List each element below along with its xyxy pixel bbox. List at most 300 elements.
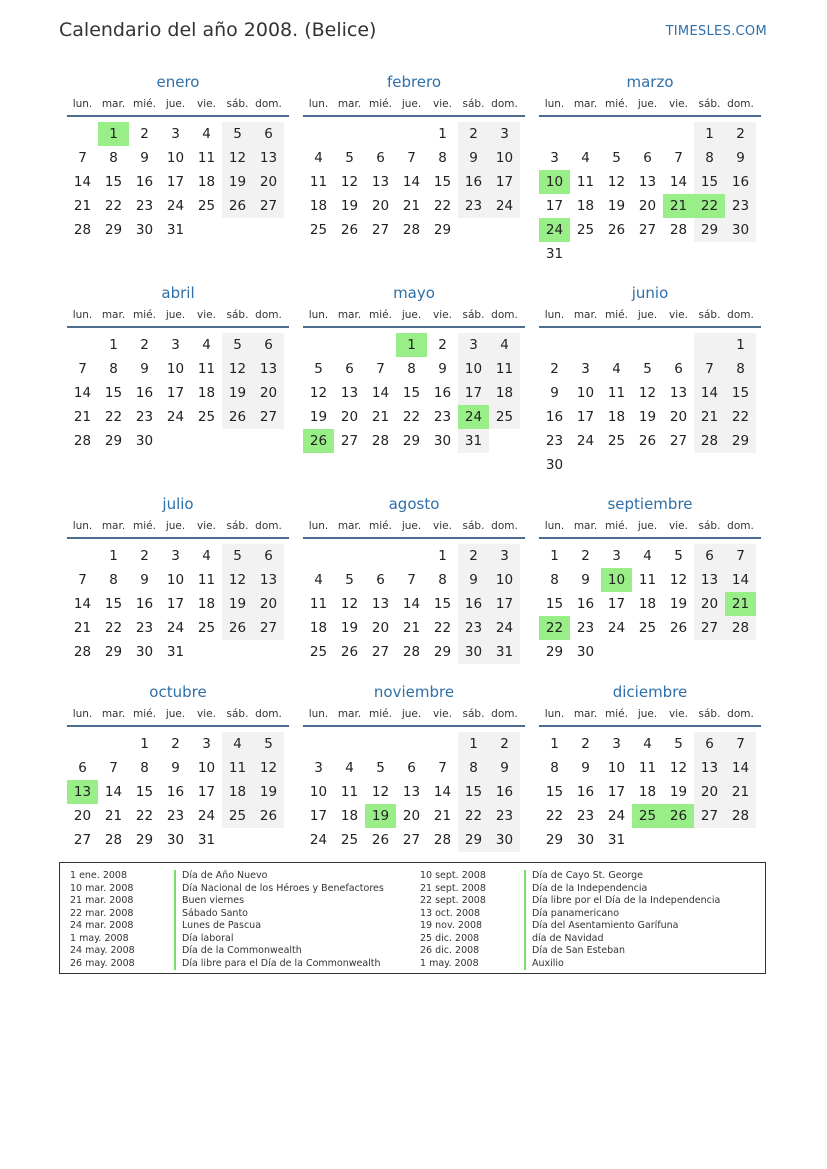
weekday-header	[303, 515, 525, 537]
day-cell: 9	[725, 146, 756, 170]
day-cell: 12	[222, 568, 253, 592]
day-cell: 10	[607, 760, 626, 776]
empty-day-cell	[663, 453, 694, 477]
day-cell: 15	[433, 596, 452, 612]
weekday-label: dom.	[491, 708, 518, 720]
day-cell: 11	[638, 572, 657, 588]
day-cell: 28	[73, 222, 92, 238]
weekday-label: lun.	[308, 708, 329, 720]
weekday-label: sáb.	[226, 309, 249, 321]
day-cell: 15	[104, 596, 123, 612]
day-cell: 29	[104, 222, 123, 238]
day-cell: 12	[309, 385, 328, 401]
day-cell: 2	[581, 548, 590, 564]
holiday-name: Sábado Santo	[174, 908, 248, 921]
day-cell: 7	[694, 357, 725, 381]
day-cell: 15	[545, 596, 564, 612]
holiday-legend-row	[420, 945, 720, 958]
empty-day-cell	[334, 544, 365, 568]
day-cell: 20	[371, 620, 390, 636]
empty-day-cell	[191, 429, 222, 453]
day-cell: 15	[402, 385, 421, 401]
weekday-header	[539, 93, 761, 115]
empty-day-cell	[694, 242, 725, 266]
day-cell: 16	[458, 592, 489, 616]
day-cell: 12	[340, 596, 359, 612]
day-cell: 1	[109, 337, 118, 353]
day-cell: 17	[489, 170, 520, 194]
weekday-label: jue.	[165, 708, 186, 720]
empty-day-cell	[632, 453, 663, 477]
weekday-header	[539, 515, 761, 537]
day-cell: 3	[489, 122, 520, 146]
day-grid	[303, 122, 525, 242]
weekday-label: dom.	[255, 98, 282, 110]
day-cell: 20	[253, 381, 284, 405]
month-name: noviembre	[373, 683, 455, 701]
day-cell: 4	[202, 548, 211, 564]
holiday-legend-row	[70, 945, 384, 958]
day-cell: 28	[725, 804, 756, 828]
day-cell: 7	[109, 760, 118, 776]
day-cell: 26	[669, 620, 688, 636]
day-cell: 1	[458, 732, 489, 756]
day-cell: 25	[340, 832, 359, 848]
day-cell: 17	[166, 596, 185, 612]
empty-day-cell	[334, 122, 365, 146]
empty-day-cell	[222, 640, 253, 664]
day-cell: 25	[197, 198, 216, 214]
holiday-name: Lunes de Pascua	[174, 920, 261, 933]
day-cell: 13	[371, 174, 390, 190]
empty-day-cell	[253, 828, 284, 852]
day-cell: 21	[725, 780, 756, 804]
holiday-day-cell: 25	[632, 804, 663, 828]
weekday-label: dom.	[727, 708, 754, 720]
day-cell: 8	[438, 572, 447, 588]
day-grid	[303, 544, 525, 664]
holiday-date: 22 mar. 2008	[70, 907, 134, 919]
day-cell: 25	[222, 804, 253, 828]
day-cell: 9	[140, 150, 149, 166]
empty-day-cell	[632, 333, 663, 357]
day-cell: 20	[694, 780, 725, 804]
day-cell: 16	[725, 170, 756, 194]
weekday-label: vie.	[669, 520, 688, 532]
day-cell: 18	[197, 174, 216, 190]
day-cell: 29	[135, 832, 154, 848]
weekday-label: dom.	[255, 708, 282, 720]
month-marzo	[539, 72, 761, 266]
day-grid	[539, 122, 761, 266]
holiday-day-cell: 19	[365, 804, 396, 828]
day-cell: 5	[253, 732, 284, 756]
empty-day-cell	[303, 732, 334, 756]
weekday-label: sáb.	[226, 98, 249, 110]
holiday-date: 26 may. 2008	[70, 957, 135, 969]
day-cell: 20	[669, 409, 688, 425]
empty-day-cell	[725, 640, 756, 664]
empty-day-cell	[570, 122, 601, 146]
day-cell: 3	[202, 736, 211, 752]
weekday-label: mar.	[573, 309, 598, 321]
empty-day-cell	[694, 453, 725, 477]
weekday-label: mar.	[573, 98, 598, 110]
day-cell: 3	[171, 337, 180, 353]
day-cell: 27	[694, 616, 725, 640]
day-cell: 10	[166, 150, 185, 166]
day-cell: 21	[104, 808, 123, 824]
empty-day-cell	[67, 732, 98, 756]
day-cell: 24	[166, 409, 185, 425]
holiday-name: Día laboral	[174, 933, 233, 946]
day-cell: 24	[166, 620, 185, 636]
holiday-legend-row	[70, 883, 384, 896]
day-cell: 14	[725, 756, 756, 780]
day-cell: 19	[669, 784, 688, 800]
day-cell: 5	[222, 544, 253, 568]
page-title: Calendario del año 2008. (Belice)	[59, 19, 377, 41]
day-cell: 30	[166, 832, 185, 848]
day-cell: 7	[438, 760, 447, 776]
day-cell: 18	[576, 198, 595, 214]
header-divider	[67, 326, 289, 328]
day-cell: 21	[402, 620, 421, 636]
day-cell: 31	[607, 832, 626, 848]
weekday-label: jue.	[165, 520, 186, 532]
weekday-label: vie.	[669, 708, 688, 720]
day-cell: 24	[489, 194, 520, 218]
site-link[interactable]: TIMESLES.COM	[665, 24, 767, 39]
day-cell: 23	[545, 433, 564, 449]
weekday-label: mié.	[605, 708, 628, 720]
day-cell: 16	[135, 174, 154, 190]
day-cell: 18	[309, 620, 328, 636]
day-cell: 6	[253, 122, 284, 146]
day-grid	[303, 732, 525, 852]
holiday-day-cell: 21	[663, 194, 694, 218]
holiday-date: 19 nov. 2008	[420, 920, 483, 931]
header-divider	[303, 725, 525, 727]
day-cell: 28	[433, 832, 452, 848]
weekday-label: vie.	[669, 98, 688, 110]
day-grid	[539, 544, 761, 664]
empty-day-cell	[222, 218, 253, 242]
weekday-header	[539, 703, 761, 725]
day-cell: 17	[166, 174, 185, 190]
day-cell: 29	[433, 222, 452, 238]
day-cell: 28	[725, 616, 756, 640]
day-cell: 17	[607, 784, 626, 800]
holiday-legend-row	[420, 870, 720, 883]
day-cell: 9	[458, 568, 489, 592]
day-cell: 9	[140, 572, 149, 588]
empty-day-cell	[458, 218, 489, 242]
day-cell: 14	[402, 596, 421, 612]
day-cell: 14	[694, 381, 725, 405]
holiday-day-cell: 10	[601, 568, 632, 592]
day-cell: 1	[550, 736, 559, 752]
day-cell: 27	[402, 832, 421, 848]
day-cell: 23	[135, 620, 154, 636]
day-cell: 12	[222, 146, 253, 170]
day-cell: 25	[309, 644, 328, 660]
day-cell: 19	[222, 170, 253, 194]
day-cell: 27	[371, 222, 390, 238]
weekday-label: jue.	[637, 708, 658, 720]
day-cell: 6	[78, 760, 87, 776]
day-cell: 18	[489, 381, 520, 405]
empty-day-cell	[303, 333, 334, 357]
holiday-legend-right-column	[420, 870, 720, 970]
day-cell: 25	[638, 620, 657, 636]
holiday-date: 26 dic. 2008	[420, 945, 480, 956]
day-cell: 6	[345, 361, 354, 377]
day-cell: 14	[433, 784, 452, 800]
day-cell: 11	[222, 756, 253, 780]
day-cell: 24	[607, 620, 626, 636]
day-cell: 3	[550, 150, 559, 166]
day-cell: 25	[309, 222, 328, 238]
month-abril	[67, 283, 289, 453]
month-name: septiembre	[607, 495, 693, 513]
holiday-name: Día libre por el Día de la Independencia	[524, 895, 720, 908]
weekday-label: lun.	[308, 309, 329, 321]
empty-day-cell	[632, 828, 663, 852]
day-cell: 22	[433, 198, 452, 214]
day-cell: 4	[612, 361, 621, 377]
holiday-date: 22 sept. 2008	[420, 895, 486, 906]
day-cell: 25	[489, 405, 520, 429]
day-cell: 14	[73, 174, 92, 190]
day-cell: 21	[73, 620, 92, 636]
day-cell: 11	[197, 150, 216, 166]
day-cell: 2	[438, 337, 447, 353]
day-cell: 13	[371, 596, 390, 612]
weekday-label: mar.	[101, 309, 126, 321]
empty-day-cell	[303, 122, 334, 146]
day-cell: 2	[140, 126, 149, 142]
day-cell: 6	[694, 544, 725, 568]
holiday-legend-row	[70, 933, 384, 946]
empty-day-cell	[663, 640, 694, 664]
day-cell: 21	[402, 198, 421, 214]
day-cell: 27	[694, 804, 725, 828]
day-cell: 17	[309, 808, 328, 824]
empty-day-cell	[253, 640, 284, 664]
holiday-day-cell: 1	[98, 122, 129, 146]
holiday-name: Día de Año Nuevo	[174, 870, 267, 883]
day-cell: 12	[253, 756, 284, 780]
empty-day-cell	[663, 122, 694, 146]
weekday-label: mar.	[573, 708, 598, 720]
holiday-day-cell: 21	[725, 592, 756, 616]
day-cell: 3	[612, 736, 621, 752]
day-cell: 25	[197, 620, 216, 636]
day-cell: 20	[340, 409, 359, 425]
day-cell: 15	[135, 784, 154, 800]
day-cell: 17	[545, 198, 564, 214]
day-cell: 18	[222, 780, 253, 804]
day-cell: 30	[725, 218, 756, 242]
day-cell: 8	[438, 150, 447, 166]
month-junio	[539, 283, 761, 477]
day-cell: 3	[171, 126, 180, 142]
day-cell: 26	[222, 405, 253, 429]
day-cell: 29	[402, 433, 421, 449]
day-cell: 5	[643, 361, 652, 377]
weekday-label: lun.	[308, 98, 329, 110]
header-divider	[539, 115, 761, 117]
day-cell: 30	[576, 644, 595, 660]
holiday-date: 10 mar. 2008	[70, 882, 134, 894]
day-cell: 4	[643, 736, 652, 752]
day-cell: 15	[433, 174, 452, 190]
day-cell: 18	[638, 784, 657, 800]
day-cell: 23	[458, 616, 489, 640]
day-cell: 22	[433, 620, 452, 636]
empty-day-cell	[725, 828, 756, 852]
day-cell: 31	[197, 832, 216, 848]
day-cell: 1	[550, 548, 559, 564]
day-cell: 16	[433, 385, 452, 401]
day-cell: 13	[402, 784, 421, 800]
day-cell: 8	[109, 572, 118, 588]
day-grid	[539, 732, 761, 852]
day-cell: 27	[669, 433, 688, 449]
weekday-label: sáb.	[462, 708, 485, 720]
day-cell: 2	[458, 122, 489, 146]
day-cell: 13	[253, 146, 284, 170]
day-cell: 12	[638, 385, 657, 401]
day-cell: 19	[340, 198, 359, 214]
day-cell: 21	[371, 409, 390, 425]
holiday-name: Día de la Commonwealth	[174, 945, 302, 958]
day-cell: 23	[489, 804, 520, 828]
day-cell: 3	[458, 333, 489, 357]
empty-day-cell	[365, 333, 396, 357]
empty-day-cell	[570, 242, 601, 266]
day-cell: 17	[197, 784, 216, 800]
day-cell: 17	[489, 592, 520, 616]
day-cell: 6	[407, 760, 416, 776]
day-cell: 9	[458, 146, 489, 170]
empty-day-cell	[253, 429, 284, 453]
day-grid	[303, 333, 525, 453]
empty-day-cell	[632, 640, 663, 664]
day-cell: 26	[253, 804, 284, 828]
month-name: octubre	[149, 683, 207, 701]
weekday-label: vie.	[433, 98, 452, 110]
day-grid	[67, 544, 289, 664]
empty-day-cell	[396, 732, 427, 756]
day-cell: 25	[576, 222, 595, 238]
day-cell: 8	[694, 146, 725, 170]
day-cell: 28	[371, 433, 390, 449]
holiday-name: Día libre para el Día de la Commonwealth	[174, 958, 381, 971]
empty-day-cell	[632, 242, 663, 266]
day-cell: 9	[438, 361, 447, 377]
weekday-label: sáb.	[462, 309, 485, 321]
day-cell: 12	[607, 174, 626, 190]
weekday-label: mié.	[133, 98, 156, 110]
day-cell: 31	[166, 644, 185, 660]
day-cell: 8	[109, 361, 118, 377]
day-cell: 8	[109, 150, 118, 166]
weekday-label: vie.	[669, 309, 688, 321]
holiday-legend	[59, 862, 766, 974]
day-cell: 20	[638, 198, 657, 214]
day-cell: 5	[345, 572, 354, 588]
month-name: junio	[631, 284, 669, 302]
day-grid	[67, 333, 289, 453]
holiday-date: 1 may. 2008	[70, 932, 129, 944]
day-cell: 9	[581, 760, 590, 776]
holiday-legend-row	[70, 895, 384, 908]
holiday-legend-row	[70, 958, 384, 971]
weekday-label: vie.	[197, 520, 216, 532]
day-cell: 26	[371, 832, 390, 848]
empty-day-cell	[694, 828, 725, 852]
day-cell: 24	[576, 433, 595, 449]
weekday-label: vie.	[197, 708, 216, 720]
day-cell: 16	[576, 596, 595, 612]
day-cell: 18	[197, 596, 216, 612]
weekday-label: lun.	[544, 520, 565, 532]
day-cell: 31	[489, 640, 520, 664]
weekday-header	[67, 515, 289, 537]
day-cell: 6	[674, 361, 683, 377]
empty-day-cell	[601, 333, 632, 357]
day-cell: 4	[202, 337, 211, 353]
holiday-date: 1 may. 2008	[420, 957, 479, 969]
day-cell: 23	[576, 808, 595, 824]
weekday-label: vie.	[433, 708, 452, 720]
day-cell: 6	[253, 333, 284, 357]
day-cell: 26	[340, 644, 359, 660]
month-agosto	[303, 494, 525, 664]
holiday-legend-row	[420, 883, 720, 896]
day-cell: 21	[73, 409, 92, 425]
empty-day-cell	[365, 122, 396, 146]
holiday-name: Día de la Independencia	[524, 883, 647, 896]
empty-day-cell	[253, 218, 284, 242]
header-divider	[67, 115, 289, 117]
empty-day-cell	[67, 544, 98, 568]
day-cell: 20	[73, 808, 92, 824]
weekday-label: mar.	[337, 309, 362, 321]
holiday-legend-row	[420, 958, 720, 971]
empty-day-cell	[570, 453, 601, 477]
weekday-label: mié.	[605, 98, 628, 110]
holiday-legend-row	[420, 908, 720, 921]
day-cell: 27	[253, 405, 284, 429]
day-cell: 10	[166, 572, 185, 588]
empty-day-cell	[663, 242, 694, 266]
day-cell: 18	[607, 409, 626, 425]
weekday-label: dom.	[727, 98, 754, 110]
weekday-header	[303, 304, 525, 326]
day-cell: 2	[725, 122, 756, 146]
month-name: febrero	[386, 73, 442, 91]
day-cell: 7	[725, 544, 756, 568]
day-cell: 8	[725, 357, 756, 381]
day-cell: 5	[222, 122, 253, 146]
day-cell: 22	[402, 409, 421, 425]
weekday-label: mié.	[605, 309, 628, 321]
day-cell: 4	[314, 150, 323, 166]
holiday-legend-row	[420, 933, 720, 946]
